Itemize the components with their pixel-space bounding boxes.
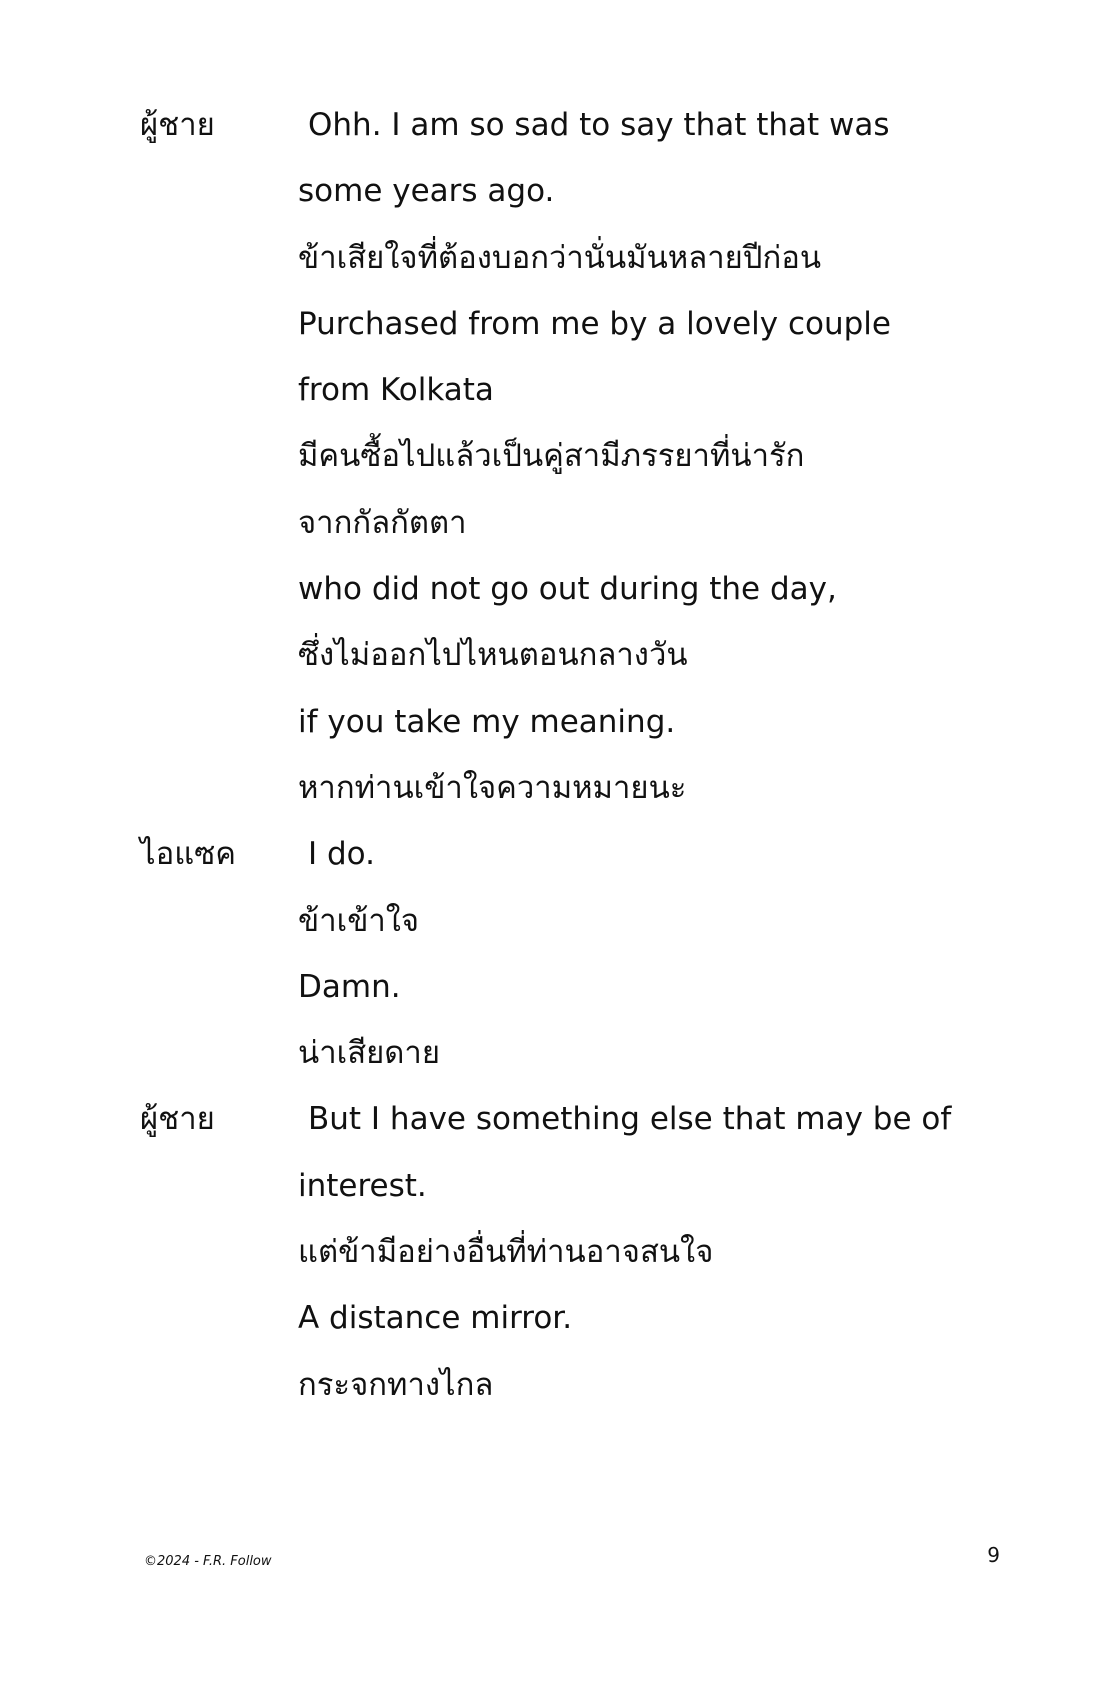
dialogue-line: ซึ่งไม่ออกไปไหนตอนกลางวัน (298, 637, 688, 674)
dialogue-block (140, 821, 1010, 1086)
speaker-name: ไอแซค (140, 836, 236, 873)
dialogue-line: Purchased from me by a lovely couple (298, 305, 891, 342)
dialogue-line: A distance mirror. (298, 1300, 573, 1337)
dialogue-block (140, 92, 1010, 821)
dialogue-line: Ohh. I am so sad to say that that was (308, 107, 890, 143)
dialogue-line: แต่ข้ามีอย่างอื่นที่ท่านอาจสนใจ (298, 1234, 714, 1271)
dialogue-line: น่าเสียดาย (298, 1035, 440, 1072)
speaker-name: ผู้ชาย (140, 107, 215, 143)
script-body (140, 92, 1010, 1418)
dialogue-lines (298, 821, 1010, 1086)
dialogue-line: But I have something else that may be of (308, 1101, 952, 1138)
speaker-name: ผู้ชาย (140, 1101, 215, 1138)
dialogue-line: I do. (308, 836, 375, 873)
dialogue-lines (298, 92, 1010, 821)
dialogue-line: some years ago. (298, 173, 555, 210)
dialogue-line: interest. (298, 1167, 427, 1204)
dialogue-line: ข้าเข้าใจ (298, 902, 420, 939)
dialogue-line: กระจกทางไกล (298, 1366, 494, 1403)
dialogue-line: มีคนซื้อไปแล้วเป็นคู่สามีภรรยาที่น่ารัก (298, 438, 805, 475)
dialogue-line: from Kolkata (298, 372, 494, 409)
dialogue-line: who did not go out during the day, (298, 571, 837, 608)
dialogue-line: if you take my meaning. (298, 703, 676, 740)
dialogue-block (140, 1086, 1010, 1417)
page-number: 9 (987, 1543, 1000, 1567)
copyright-notice: ©2024 - F.R. Follow (144, 1554, 272, 1569)
dialogue-line: หากท่านเข้าใจความหมายนะ (298, 769, 687, 806)
dialogue-line: จากกัลกัตตา (298, 504, 467, 541)
dialogue-line: ข้าเสียใจที่ต้องบอกว่านั่นมันหลายปีก่อน (298, 239, 822, 276)
dialogue-lines (298, 1086, 1010, 1417)
dialogue-line: Damn. (298, 968, 401, 1005)
